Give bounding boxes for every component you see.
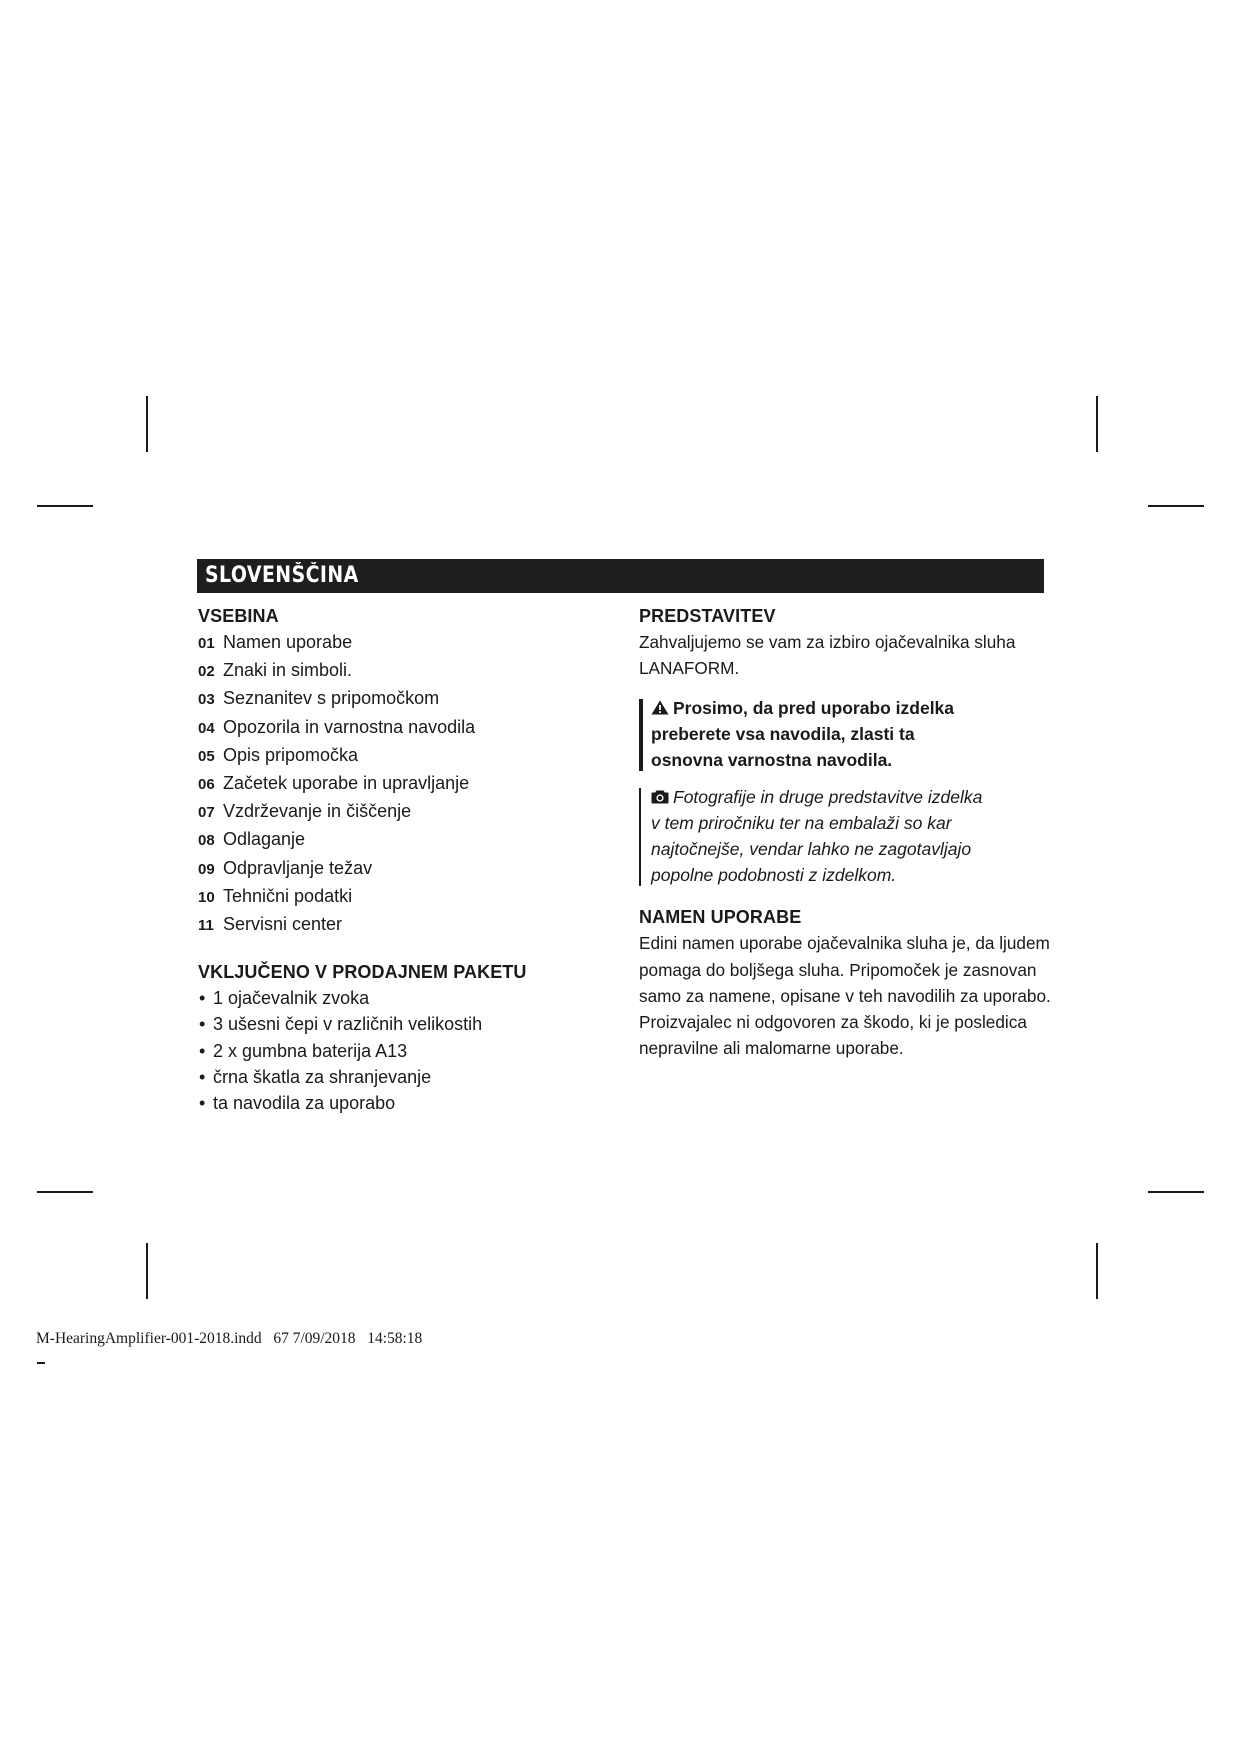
contents-item-label: Odlaganje (223, 829, 306, 850)
intended-use-line: nepravilne ali malomarne uporabe. (639, 1038, 904, 1059)
crop-mark-top-right-vertical (1096, 396, 1098, 452)
camera-icon (651, 789, 669, 804)
contents-item (198, 657, 608, 685)
bullet: • (199, 1093, 206, 1114)
contents-item-number: 03 (198, 691, 215, 709)
contents-item-number: 07 (198, 804, 215, 822)
package-item-label: 2 x gumbna baterija A13 (213, 1040, 408, 1061)
slug-date: 7/09/2018 (292, 1330, 356, 1347)
contents-item (198, 742, 608, 770)
contents-item-label: Vzdrževanje in čiščenje (223, 801, 412, 822)
introduction-heading: PREDSTAVITEV (639, 606, 776, 626)
crop-mark-top-left-vertical (146, 396, 148, 452)
contents-item (198, 826, 608, 854)
warning-text: Prosimo, da pred uporabo izdelka (673, 698, 955, 719)
intended-use-heading: NAMEN UPORABE (639, 907, 802, 928)
package-heading: VKLJUČENO V PRODAJNEM PAKETU (198, 962, 527, 983)
contents-item (198, 714, 608, 742)
right-column (639, 603, 1059, 1061)
intended-use-line: Proizvajalec ni odgovoren za škodo, ki je posledica (639, 1012, 1027, 1033)
warning-line: preberete vsa navodila, zlasti ta (651, 724, 915, 745)
crop-mark-bottom-right-horizontal (1148, 1191, 1204, 1193)
slug-time: 14:58:18 (367, 1330, 423, 1347)
contents-item (198, 629, 608, 657)
contents-list (198, 629, 608, 939)
crop-mark-bottom-right-vertical (1096, 1243, 1098, 1299)
warning-line: osnovna varnostna navodila. (651, 750, 893, 771)
contents-item-label: Servisni center (223, 914, 343, 935)
intended-use-text (639, 930, 1059, 1061)
contents-item-number: 10 (198, 888, 215, 906)
photo-line: popolne podobnosti z izdelkom. (651, 865, 897, 886)
contents-item-number: 04 (198, 719, 215, 737)
contents-item (198, 685, 608, 713)
photo-line: najtočnejše, vendar lahko ne zagotavljajo (651, 839, 972, 860)
introduction-line: LANAFORM. (639, 658, 740, 679)
photo-text: Fotografije in druge predstavitve izdelka (673, 787, 983, 808)
intended-use-line: Edini namen uporabe ojačevalnika sluha je, da ljudem (639, 933, 1050, 954)
crop-mark-top-right-horizontal (1148, 505, 1204, 507)
contents-item-label: Namen uporabe (223, 632, 353, 652)
safety-warning-note (639, 695, 1059, 773)
crop-mark-top-left-horizontal (37, 505, 93, 507)
package-item-label: ta navodila za uporabo (213, 1093, 396, 1114)
contents-item-label: Seznanitev s pripomočkom (223, 688, 440, 709)
bullet: • (199, 988, 206, 1009)
package-item-label: 1 ojačevalnik zvoka (213, 988, 370, 1009)
left-column (198, 603, 608, 1116)
warning-line-first (651, 695, 1059, 721)
contents-item-number: 09 (198, 860, 215, 878)
intended-use-line: pomaga do boljšega sluha. Pripomoček je zasnovan (639, 959, 1037, 980)
contents-item (198, 770, 608, 798)
contents-item-number: 06 (198, 776, 215, 794)
photo-line-first (651, 784, 1059, 810)
contents-item (198, 855, 608, 883)
contents-item (198, 883, 608, 911)
language-title: SLOVENŠČINA (205, 563, 359, 588)
contents-item-label: Opis pripomočka (223, 744, 359, 765)
package-item-label: črna škatla za shranjevanje (213, 1066, 432, 1087)
package-item (198, 1064, 608, 1090)
contents-item-number: 01 (198, 635, 215, 652)
contents-item-label: Znaki in simboli. (223, 660, 353, 681)
crop-mark-bottom-left-horizontal (37, 1191, 93, 1193)
crop-mark-bottom-left-vertical (146, 1243, 148, 1299)
slug-page: 67 (273, 1330, 289, 1347)
contents-item-number: 08 (198, 832, 215, 850)
slug-mark (37, 1362, 45, 1364)
photo-line: v tem priročniku ter na embalaži so kar (651, 813, 952, 834)
bullet: • (199, 1066, 206, 1087)
contents-item-number: 11 (198, 917, 214, 935)
language-header-bar (197, 559, 1044, 593)
contents-item-number: 05 (198, 747, 215, 765)
contents-item-label: Začetek uporabe in upravljanje (223, 773, 470, 794)
bullet: • (199, 1040, 206, 1061)
contents-item-label: Odpravljanje težav (223, 857, 373, 878)
slug-file: M-HearingAmplifier-001-2018.indd (36, 1330, 262, 1347)
print-slug (36, 1330, 422, 1348)
contents-item (198, 911, 608, 939)
contents-item-number: 02 (198, 663, 215, 681)
package-item (198, 1038, 608, 1064)
package-item (198, 1090, 608, 1116)
introduction-line: Zahvaljujemo se vam za izbiro ojačevalnika sluha (639, 632, 1016, 652)
contents-heading: VSEBINA (198, 606, 279, 626)
package-item-label: 3 ušesni čepi v različnih velikostih (213, 1014, 483, 1035)
intended-use-line: samo za namene, opisane v teh navodilih za uporabo. (639, 985, 1051, 1006)
contents-item (198, 798, 608, 826)
contents-item-label: Tehnični podatki (223, 885, 353, 906)
contents-item-label: Opozorila in varnostna navodila (223, 716, 476, 737)
bullet: • (199, 1014, 206, 1035)
photo-disclaimer-note (639, 784, 1059, 888)
package-item (198, 985, 608, 1011)
introduction-text (639, 629, 1059, 681)
warning-triangle-icon (651, 700, 669, 715)
package-list (198, 985, 608, 1116)
package-item (198, 1011, 608, 1037)
